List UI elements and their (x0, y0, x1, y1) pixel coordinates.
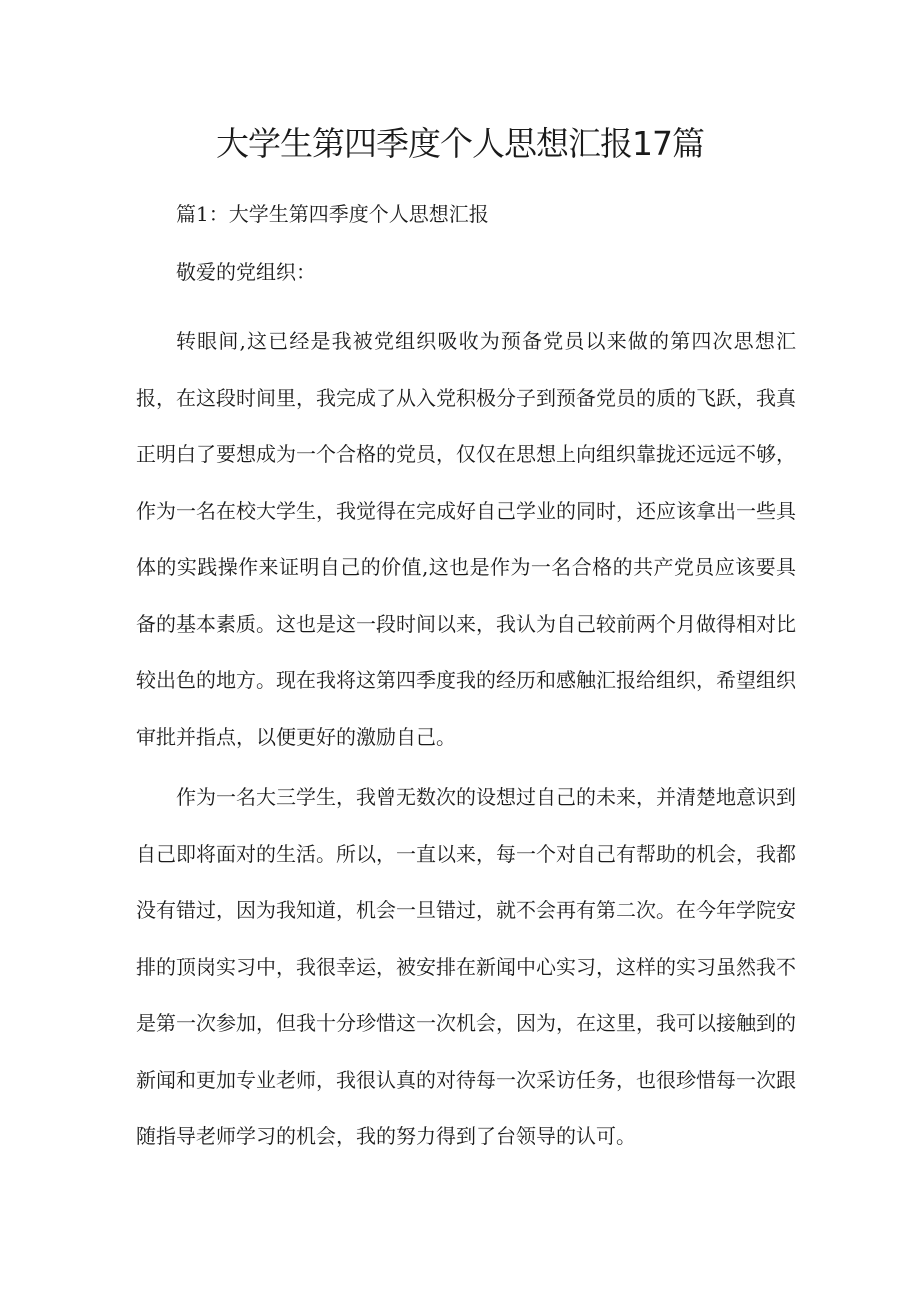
document-title: 大学生第四季度个人思想汇报17篇 (216, 124, 704, 163)
body-paragraph: 转眼间,这已经是我被党组织吸收为预备党员以来做的第四次思想汇报，在这段时间里，我完成了从入党积极分子到预备党员的质的飞跃，我真正明白了要想成为一个合格的党员，仅仅在思想上向组织靠拢还远远不够，作为一名在校大学生，我觉得在完成好自己学业的同时，还应该拿出一些具体的实践操作来证明自己的价值,这也是作为一名合格的共产党员应该要具备的基本素质。这也是这一段时间以来，我认为自己较前两个月做得相对比较出色的地方。现在我将这第四季度我的经历和感触汇报给组织，希望组织审批并指点，以便更好的激励自己。 (136, 329, 796, 749)
salutation: 敬爱的党组织： (176, 260, 316, 284)
body-paragraph: 作为一名大三学生，我曾无数次的设想过自己的未来，并清楚地意识到自己即将面对的生活。所以，一直以来，每一个对自己有帮助的机会，我都没有错过，因为我知道，机会一旦错过，就不会再有第二次。在今年学院安排的顶岗实习中，我很幸运，被安排在新闻中心实习，这样的实习虽然我不是第一次参加，但我十分珍惜这一次机会，因为，在这里，我可以接触到的新闻和更加专业老师，我很认真的对待每一次采访任务，也很珍惜每一次跟随指导老师学习的机会，我的努力得到了台领导的认可。 (136, 785, 796, 1148)
section-heading: 篇1：大学生第四季度个人思想汇报 (176, 202, 489, 226)
